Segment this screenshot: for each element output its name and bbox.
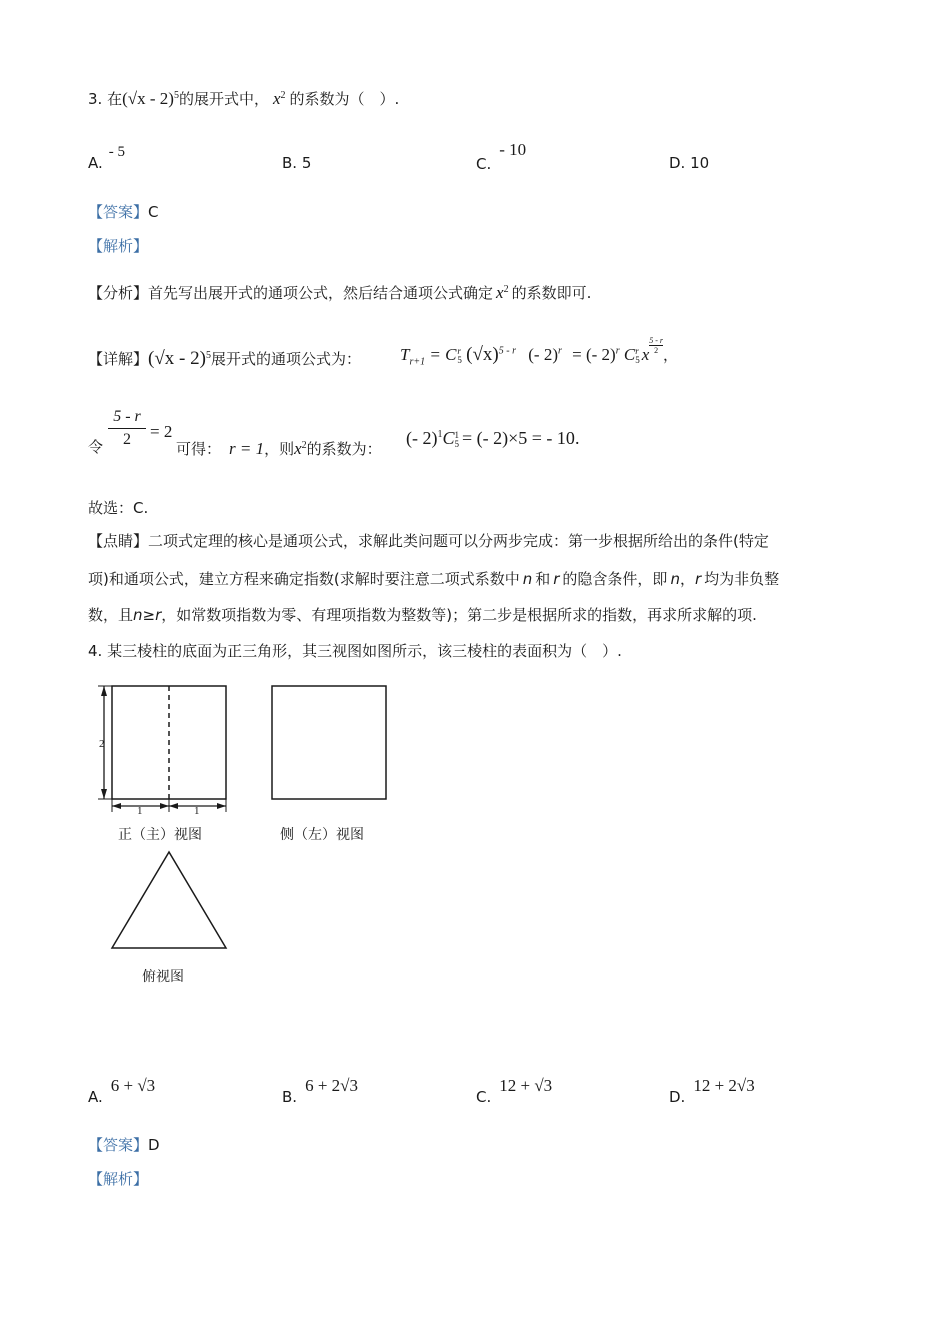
q3-option-b: B. 5 — [282, 154, 312, 172]
q4-stem: 4. 某三棱柱的底面为正三角形，其三视图如图所示，该三棱柱的表面积为（ ）. — [88, 642, 622, 660]
answer-tag: 【答案】 — [88, 203, 149, 221]
q4-answer: 【答案】D — [88, 1136, 160, 1154]
side-view-label: 侧（左）视图 — [280, 827, 364, 843]
q3-dianjing-1: 【点睛】二项式定理的核心是通项公式，求解此类问题可以分两步完成：第一步根据所给出的条件(特定 — [88, 532, 769, 550]
q4-option-a: A.6 + √3 — [88, 1076, 156, 1106]
dim-left-label: 1 — [137, 805, 143, 817]
top-view — [112, 852, 226, 985]
answer-tag: 【答案】 — [88, 1136, 149, 1154]
q3-option-c: C.- 10 — [476, 140, 527, 173]
side-view — [272, 686, 386, 843]
q3-dianjing-2: 项)和通项公式，建立方程来确定指数(求解时要注意二项式系数中 n 和 r 的隐含条件，即 n，r 均为非负整 — [88, 570, 780, 588]
q4-analysis-tag: 【解析】 — [88, 1170, 149, 1188]
q3-guxuan: 故选：C. — [88, 499, 149, 517]
q4-option-d: D.12 + 2√3 — [669, 1076, 755, 1106]
q4-option-b: B.6 + 2√3 — [282, 1076, 358, 1106]
q3-analysis-tag: 【解析】 — [88, 237, 149, 255]
q3-xiangjie: 【详解】(√x - 2)$^5$展开式的通项公式为： — [88, 348, 361, 369]
dim-height-label: 2 — [99, 738, 105, 750]
q3-fenxi: 【分析】首先写出展开式的通项公式，然后结合通项公式确定 $x^2$ 的系数即可. — [88, 283, 592, 302]
q4-number: 4. — [88, 642, 103, 660]
q4-option-c: C.12 + √3 — [476, 1076, 553, 1106]
dim-right-label: 1 — [194, 805, 200, 817]
front-view — [98, 686, 226, 843]
q3-general-term: $T_{r+1} = C$ r 5 $(√x)^{5 - r}$ (- 2)$^r$ = (- 2)$^r$ C r 5 x $\frac{5 - r}{2}$ ， — [400, 336, 679, 368]
q3-number: 3. — [88, 90, 103, 108]
q3-option-d: D. 10 — [669, 154, 710, 172]
front-view-label: 正（主）视图 — [118, 827, 202, 843]
q3-expression: (√x - 2) — [122, 89, 174, 108]
q3-stem: 3. 在(√x - 2)$^5$的展开式中， $x^2$ 的系数为（ ）. — [88, 89, 400, 108]
three-views-figure — [92, 678, 402, 998]
q3-dianjing-3: 数，且n≥r，如常数项指数为零、有理项指数为整数等)；第二步是根据所求的指数，再求所求解的项. — [88, 606, 757, 624]
q3-option-a: A.- 5 — [88, 144, 126, 172]
q3-answer: 【答案】C — [88, 203, 159, 221]
top-view-label: 俯视图 — [142, 969, 184, 985]
